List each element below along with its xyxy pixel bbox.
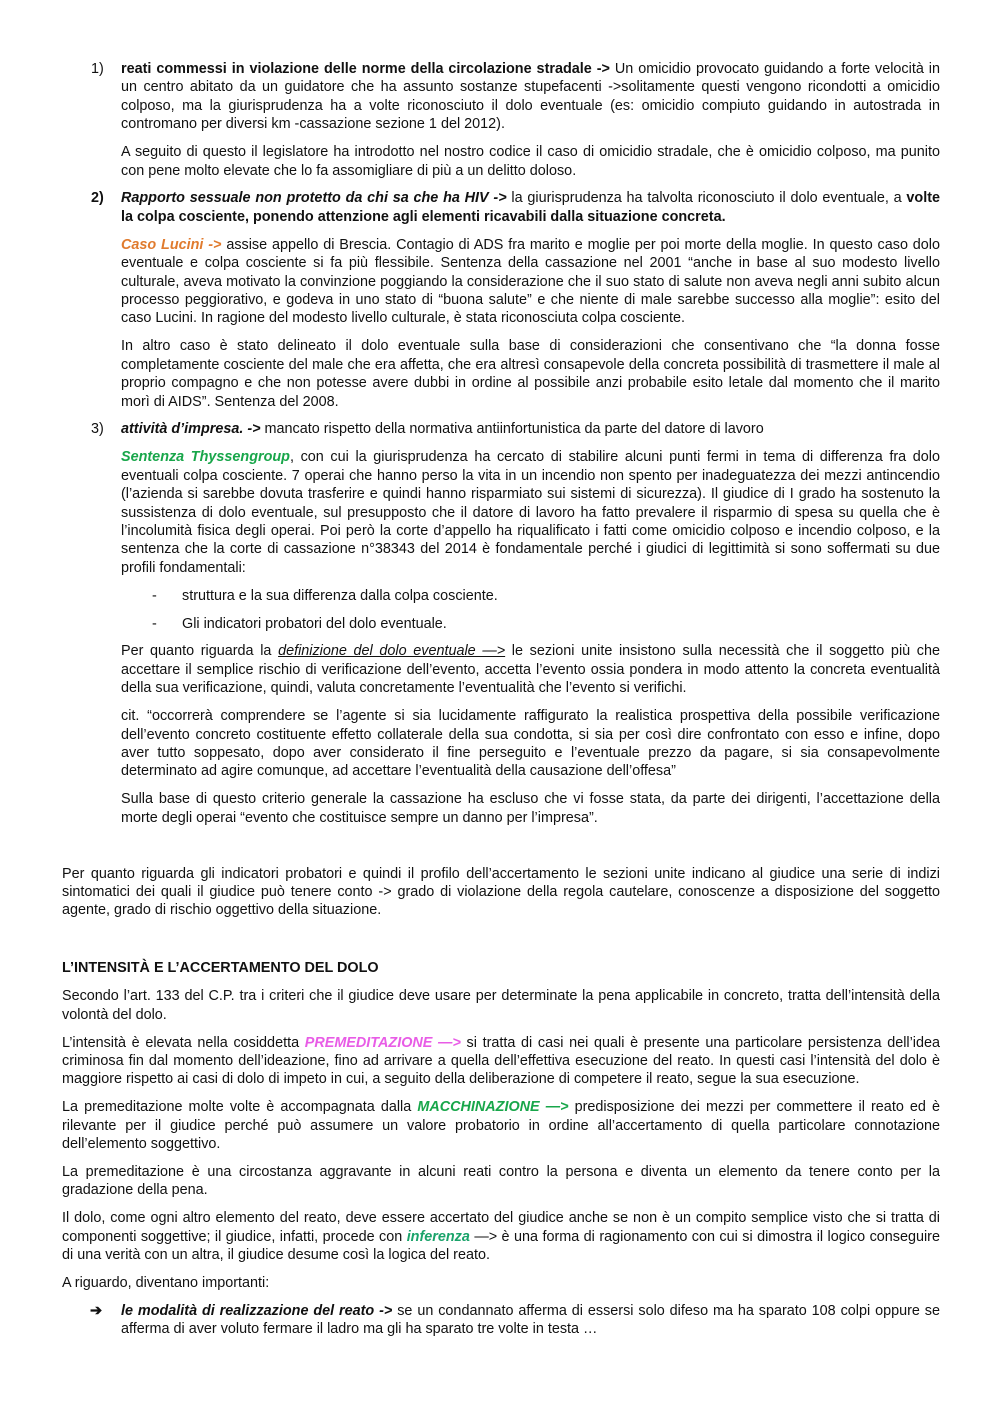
case-thyssen-label: Sentenza Thyssengroup xyxy=(121,449,290,466)
p2-post: si tratta di casi nei quali è presente una particolare persistenza dell’idea criminosa fin dal momento dell’ideazione, fino ad arrivare a quella dell’effettiva esecuzione del reato. In questi casi l’intensità del dolo è maggiore rispetto ai casi di dolo di impeto in cui, a seguito della deliberazione di competere il reato, segue la sua esecuzione. xyxy=(62,1034,940,1088)
section-paragraph-5 xyxy=(62,1209,940,1264)
list-item-3-continued xyxy=(62,642,940,827)
section-paragraph-4: La premeditazione è una circostanza aggravante in alcuni reati contro la persona e diventa un elemento da tenere conto per la gradazione della pena. xyxy=(62,1164,940,1199)
list-number: 3) xyxy=(91,421,104,438)
arrow-list-item xyxy=(62,1302,940,1339)
item2-paragraph xyxy=(121,189,940,226)
section-paragraph-3 xyxy=(62,1098,940,1153)
p5-post: —> è una forma di ragionamento con cui si dimostra il logico conseguire di una verità con un altra, il giudice desume così la logica del reato. xyxy=(62,1228,940,1264)
case-lucini-label: Caso Lucini -> xyxy=(121,236,222,253)
arrow-item-text xyxy=(121,1302,940,1339)
item2-case-paragraph xyxy=(121,236,940,328)
item2-paragraph-3: In altro caso è stato delineato il dolo eventuale sulla base di considerazioni che consentivano che “la donna fosse completamente cosciente del male che era affetta, che era altresì consapevole della concreta possibilità di trasmettere il male al proprio compagno e che non potesse avere dubbi in ordine al possibile anzi probabile esito letale dal momento che il marito morì di AIDS”. Sentenza del 2008. xyxy=(121,338,940,410)
list-item-3 xyxy=(62,420,940,577)
arrow-item-body: se un condannato afferma di essersi solo difeso ma ha sparato 108 colpi oppure se afferma di aver voluto fermare il ladro ma gli ha sparato tre volte in testa … xyxy=(121,1302,940,1338)
arrow-item-lead: le modalità di realizzazione del reato -> xyxy=(121,1302,393,1319)
section-heading: L’INTENSITÀ E L’ACCERTAMENTO DEL DOLO xyxy=(62,960,379,977)
definition-paragraph xyxy=(121,642,940,697)
section-paragraph-1: Secondo l’art. 133 del C.P. tra i criteri che il giudice deve usare per determinate la pena applicabile in concreto, tratta dell’intensità della volontà del dolo. xyxy=(62,988,940,1023)
definition-pre: Per quanto riguarda la xyxy=(121,643,279,660)
bullet-item-1 xyxy=(62,587,940,605)
item1-text: Un omicidio provocato guidando a forte velocità in un centro abitato da un guidatore che ha assunto sostanze stupefacenti ->solitamente questi vengono ricondotti a omicidio colposo, ma la giurisprudenza ha a volte riconosciuto il dolo eventuale (es: omicidio compiuto guidando in autostrada in contromano per diversi km -cassazione sezione 1 del 2012). xyxy=(121,61,940,133)
inferenza-term: inferenza xyxy=(406,1228,470,1245)
document-page xyxy=(62,60,940,1348)
macchinazione-term: MACCHINAZIONE —> xyxy=(417,1099,569,1116)
list-number: 1) xyxy=(91,61,104,77)
arrow-right-icon: ➔ xyxy=(90,1302,103,1319)
item2-text: la giurisprudenza ha talvolta riconosciuto il dolo eventuale, a xyxy=(506,190,907,207)
citation-paragraph: cit. “occorrerà comprendere se l’agente si sia lucidamente raffigurato la realistica prospettiva della possibile verificazione dell’evento concreto costituente effetto collaterale della sua condotta, si sia per così dire confrontato con esso e infine, dopo aver tutto soppesato, dopo aver considerato il fine perseguito e l’eventuale prezzo da pagare, si sia consapevolmente determinato ad agire comunque, ad accettare l’eventualità della causazione dell’offesa” xyxy=(121,708,940,780)
bullet-item-2 xyxy=(62,615,940,633)
item2-bold-tail: volte la colpa cosciente, ponendo attenzione agli elementi ricavabili dalla situazione concreta. xyxy=(121,190,940,225)
item1-paragraph xyxy=(121,60,940,134)
bullet-text: Gli indicatori probatori del dolo eventuale. xyxy=(182,615,447,632)
item1-lead: reati commessi in violazione delle norme della circolazione stradale -> xyxy=(121,61,610,77)
definition-term: definizione del dolo eventuale —> xyxy=(278,643,506,660)
item3-case-paragraph xyxy=(121,448,940,577)
indicators-paragraph: Per quanto riguarda gli indicatori probatori e quindi il profilo dell’accertamento le sezioni unite indicano al giudice una serie di indizi sintomatici dei quali il giudice può tenere conto -> grado di violazione della regola cautelare, conoscenze a disposizione del soggetto agente, grado di rischio oggettivo della situazione. xyxy=(62,865,940,919)
list-item-1 xyxy=(62,60,940,180)
p2-pre: L’intensità è elevata nella cosiddetta xyxy=(62,1034,305,1051)
p3-post: predisposizione dei mezzi per commettere il reato ed è rilevante per il giudice perché può assumere un valore probatorio in ordine all’accertamento di quella particolare connotazione dell’elemento soggettivo. xyxy=(62,1099,940,1153)
list-item-2 xyxy=(62,189,940,410)
p3-pre: La premeditazione molte volte è accompagnata dalla xyxy=(62,1099,418,1116)
item2-lead: Rapporto sessuale non protetto da chi sa che ha HIV -> xyxy=(121,190,507,207)
bullet-text: struttura e la sua differenza dalla colpa cosciente. xyxy=(182,587,498,604)
dash-marker: - xyxy=(152,587,157,604)
p5-pre: Il dolo, come ogni altro elemento del reato, deve essere accertato del giudice anche se non è un compito semplice visto che si tratta di componenti soggettive; il giudice, infatti, procede con xyxy=(62,1210,940,1245)
definition-post: le sezioni unite insistono sulla necessità che il soggetto più che accettare il semplice rischio di verificazione dell’evento, accetta l’evento ossia pondera in modo attento la concreta eventualità della sua verificazione, quindi, valuta concretamente l’eventualità che l’evento si verifichi. xyxy=(121,643,941,697)
conclusion-paragraph: Sulla base di questo criterio generale la cassazione ha escluso che vi fosse stata, da parte dei dirigenti, l’accettazione della morte degli operai “evento che costituisce sempre un danno per l’impresa”. xyxy=(121,791,940,826)
section-paragraph-6: A riguardo, diventano importanti: xyxy=(62,1275,270,1292)
item3-lead: attività d’impresa. -> xyxy=(121,421,261,438)
list-number: 2) xyxy=(91,190,104,207)
dash-marker: - xyxy=(152,615,157,632)
case-lucini-text: assise appello di Brescia. Contagio di ADS fra marito e moglie per poi morte della moglie. In questo caso dolo eventuale e colpa cosciente si fa più flessibile. Sentenza della cassazione nel 2001 “anche in base al suo modesto livello culturale, aveva motivato la convinzione poggiando la considerazione che il suo stato di salute non aveva negli anni subito alcun processo peggiorativo, e godeva in uno stato di “buona salute” e che niente di male sarebbe successo alla moglie”: esito del caso Lucini. In ragione del modesto livello culturale, è stata riconosciuta colpa cosciente. xyxy=(121,236,941,327)
section-paragraph-2 xyxy=(62,1034,940,1089)
item1-paragraph-2: A seguito di questo il legislatore ha introdotto nel nostro codice il caso di omicidio stradale, che è omicidio colposo, ma punito con pene molto elevate che lo fa assomigliare di più a un delitto doloso. xyxy=(121,144,940,179)
item3-paragraph xyxy=(121,420,940,438)
premeditazione-term: PREMEDITAZIONE —> xyxy=(304,1034,461,1051)
case-thyssen-text: , con cui la giurisprudenza ha cercato di stabilire alcuni punti fermi in tema di differenza fra dolo eventuali colpa cosciente. 7 operai che hanno perso la vita in un incendio non spento per inadeguatezza dei mezzi antincendio (l’azienda si sarebbe dovuta trasferire e quindi hanno risparmiato sui sistemi di sicurezza). Il giudice di I grado ha sostenuto la sussistenza di dolo eventuale, sul presupposto che il datore di lavoro ha fatto prevalere il risparmio di spesa su quella che è l’incolumità fisica degli operai. Poi però la corte d’appello ha riqualificato i fatti come omicidio colposo e incendio colposo, e la sentenza che la corte di cassazione n°38343 del 2014 è fondamentale perché i giudici di legittimità si sono soffermati su due profili fondamentali: xyxy=(121,449,941,576)
item3-text: mancato rispetto della normativa antiinfortunistica da parte del datore di lavoro xyxy=(260,421,764,438)
